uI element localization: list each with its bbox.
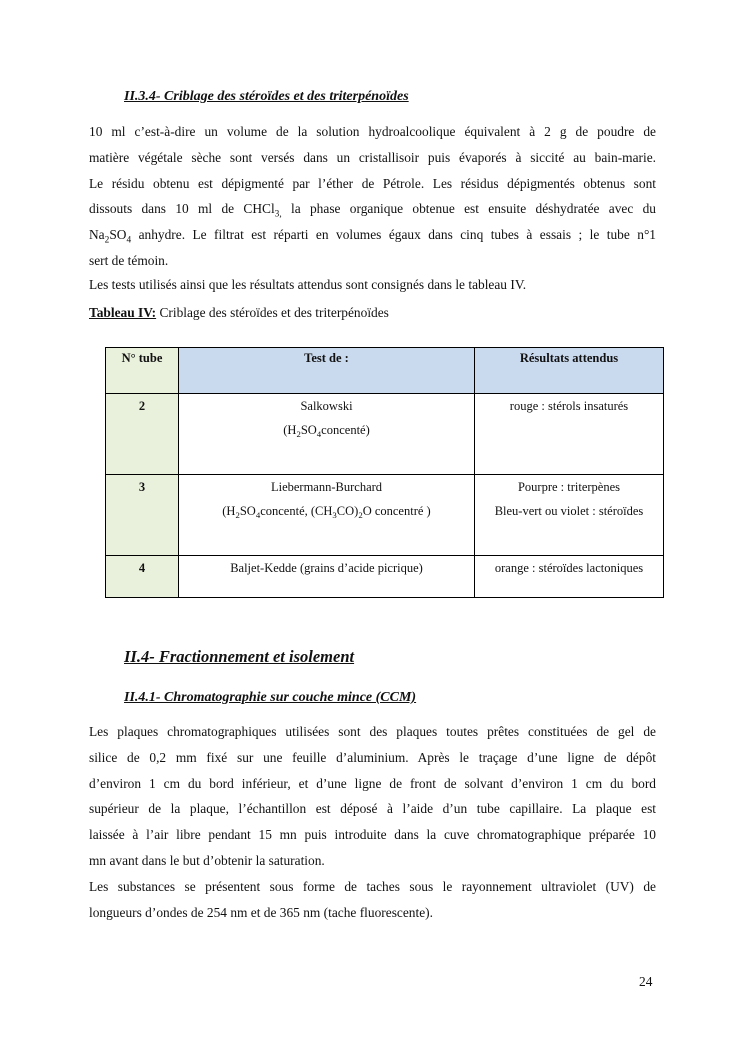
paragraph-line: longueurs d’ondes de 254 nm et de 365 nm (tache fluorescente). xyxy=(89,904,433,920)
section-heading-2-3-4: II.3.4- Criblage des stéroïdes et des triterpénoïdes xyxy=(124,89,409,104)
paragraph-line: $Na_2SO_4$ anhydre. Le filtrat est réparti en volumes égaux dans cinq tubes à essais ; le tube n°1 xyxy=(89,227,656,246)
paragraph-line: dissouts dans 10 ml de CHCl$_{3,}$ la phase organique obtenue est ensuite déshydratée avec du xyxy=(89,201,656,220)
paragraph-line: laissée à l’air libre pendant 15 mn puis introduite dans la cuve chromatographique préparée 10 xyxy=(89,827,656,843)
section-heading-2-4: II.4- Fractionnement et isolement xyxy=(124,647,355,666)
table-header-row xyxy=(106,348,664,394)
cell-test: Liebermann-Burchard ($H_2SO_4concenté$, $(CH_3CO)_2O$ concentré ) xyxy=(179,475,475,556)
paragraph-line: matière végétale sèche sont versés dans un cristallisoir puis évaporés à siccité au bain-marie. xyxy=(89,149,656,165)
header-test: Test de : xyxy=(179,348,475,394)
cell-tube: 3 xyxy=(106,475,179,556)
cell-result: orange : stéroïdes lactoniques xyxy=(475,556,664,598)
paragraph-line: mn avant dans le but d’obtenir la saturation. xyxy=(89,852,325,868)
paragraph-line: Le résidu obtenu est dépigmenté par l’éther de Pétrole. Les résidus dépigmentés obtenus sont xyxy=(89,175,656,191)
table-caption-text: Criblage des stéroïdes et des triterpénoïdes xyxy=(156,305,389,320)
paragraph-line: Les substances se présentent sous forme de taches sous le rayonnement ultraviolet (UV) de xyxy=(89,878,656,894)
table-caption xyxy=(89,302,389,324)
cell-test: Baljet-Kedde (grains d’acide picrique) xyxy=(179,556,475,598)
table-row xyxy=(106,394,664,475)
paragraph-steroid-screening xyxy=(89,119,656,296)
paragraph-tlc xyxy=(89,719,656,925)
paragraph-line: 10 ml c’est-à-dire un volume de la solution hydroalcoolique équivalent à 2 g de poudre de xyxy=(89,124,656,139)
paragraph-line: silice de 0,2 mm fixé sur une feuille d’aluminium. Après le traçage d’une ligne de dépôt xyxy=(89,749,656,765)
cell-test: Salkowski $(H_2SO_4concenté)$ xyxy=(179,394,475,475)
section-heading-2-4-1: II.4.1- Chromatographie sur couche mince (CCM) xyxy=(124,690,417,705)
table-row xyxy=(106,475,664,556)
table-row xyxy=(106,556,664,598)
paragraph-line: Les plaques chromatographiques utilisées sont des plaques toutes prêtes constituées de gel de xyxy=(89,724,656,739)
page-number: 24 xyxy=(639,974,653,989)
paragraph-line: d’environ 1 cm du bord inférieur, et d’une ligne de front de solvant d’environ 1 cm du bord xyxy=(89,775,656,791)
cell-tube: 2 xyxy=(106,394,179,475)
header-tube: N° tube xyxy=(106,348,179,394)
screening-table xyxy=(105,347,664,598)
cell-result: Pourpre : triterpènes Bleu-vert ou violet : stéroïdes xyxy=(475,475,664,556)
header-results: Résultats attendus xyxy=(475,348,664,394)
paragraph-line: sert de témoin. xyxy=(89,252,169,268)
table-caption-label: Tableau IV: xyxy=(89,305,157,320)
paragraph-line: Les tests utilisés ainsi que les résultats attendus sont consignés dans le tableau IV. xyxy=(89,276,527,292)
cell-result: rouge : stérols insaturés xyxy=(475,394,664,475)
paragraph-line: supérieur de la plaque, l’échantillon est déposé à l’aide d’un tube capillaire. La plaque est xyxy=(89,801,656,817)
cell-tube: 4 xyxy=(106,556,179,598)
